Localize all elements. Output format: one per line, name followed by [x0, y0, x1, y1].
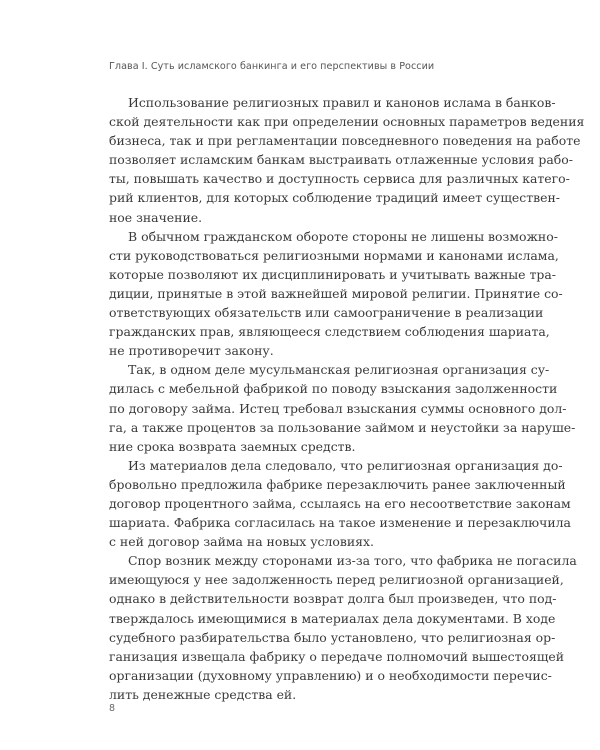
text-line: ты, повышать качество и доступность сервиса для различных катего-	[109, 171, 570, 187]
text-line: гражданских прав, являющееся следствием соблюдения шариата,	[109, 324, 550, 340]
text-line: сти руководствоваться религиозными нормами и канонами ислама,	[109, 247, 559, 263]
text-line: по договору займа. Истец требовал взыскания суммы основного дол-	[109, 400, 567, 416]
running-head: Глава I. Суть исламского банкинга и его перспективы в России	[109, 61, 435, 72]
text-line: Спор возник между сторонами из-за того, что фабрика не погасила	[128, 553, 577, 569]
text-line: не противоречит закону.	[109, 343, 274, 359]
text-line: ответствующих обязательств или самоограничение в реализации	[109, 305, 544, 321]
text-line: ганизация извещала фабрику о передаче полномочий вышестоящей	[109, 648, 565, 664]
paragraph-2	[109, 227, 563, 361]
text-line: шариата. Фабрика согласилась на такое изменение и перезаключила	[109, 515, 571, 531]
text-line: бровольно предложила фабрике перезаключить ранее заключенный	[109, 476, 566, 492]
text-line: лить денежные средства ей.	[109, 686, 297, 702]
text-line: которые позволяют их дисциплинировать и учитывать важные тра-	[109, 266, 556, 282]
text-line: судебного разбирательства было установлено, что религиозная ор-	[109, 629, 556, 645]
paragraph-1	[109, 93, 585, 227]
page-number: 8	[109, 703, 116, 714]
paragraph-5	[109, 551, 577, 704]
text-line: тверждалось имеющимися в материалах дела документами. В ходе	[109, 610, 556, 626]
paragraph-3	[109, 360, 576, 455]
text-line: договор процентного займа, ссылаясь на его несоответствие законам	[109, 495, 571, 511]
text-line: Так, в одном деле мусульманская религиозная организация су-	[128, 362, 550, 378]
text-line: ное значение.	[109, 209, 203, 225]
text-line: рий клиентов, для которых соблюдение традиций имеет существен-	[109, 190, 560, 206]
text-line: ние срока возврата заемных средств.	[109, 438, 356, 454]
text-line: с ней договор займа на новых условиях.	[109, 534, 374, 550]
text-line: организации (духовному управлению) и о необходимости перечис-	[109, 667, 552, 683]
body-text	[109, 93, 585, 704]
text-line: однако в действительности возврат долга был произведен, что под-	[109, 591, 557, 607]
text-line: ской деятельности как при определении основных параметров ведения	[109, 114, 585, 130]
text-line: дилась с мебельной фабрикой по поводу взыскания задолженности	[109, 381, 558, 397]
text-line: диции, принятые в этой важнейшей мировой религии. Принятие со-	[109, 285, 563, 301]
text-line: Из материалов дела следовало, что религиозная организация до-	[128, 457, 563, 473]
text-line: В обычном гражданском обороте стороны не лишены возможно-	[128, 228, 558, 244]
paragraph-4	[109, 456, 571, 551]
text-line: бизнеса, так и при регламентации повседневного поведения на работе	[109, 133, 581, 149]
text-line: Использование религиозных правил и канонов ислама в банков-	[128, 95, 556, 110]
text-line: позволяет исламским банкам выстраивать отлаженные условия рабо-	[109, 152, 573, 168]
text-line: га, а также процентов за пользование займом и неустойки за наруше-	[109, 419, 576, 435]
text-line: имеющуюся у нее задолженность перед религиозной организацией,	[109, 572, 564, 588]
